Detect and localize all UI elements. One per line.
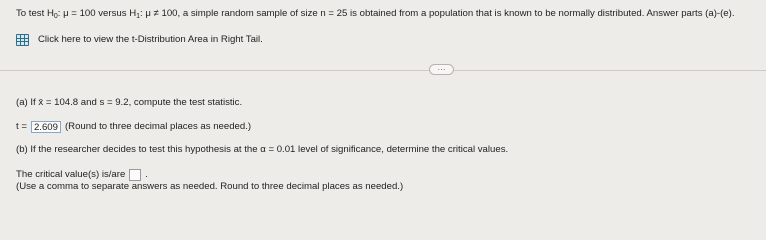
question-intro (16, 8, 735, 20)
null-hypothesis: $H_0$: μ = 100 (46, 8, 96, 20)
test-statistic-answer[interactable]: 2.609 (31, 121, 61, 133)
critical-values-note: (Use a comma to separate answers as needed. Round to three decimal places as needed.) (16, 181, 404, 192)
table-icon[interactable] (16, 34, 29, 46)
critical-values-input[interactable] (129, 169, 141, 181)
t-distribution-tool[interactable] (16, 34, 263, 46)
part-b-question: (b) If the researcher decides to test this hypothesis at the α = 0.01 level of significance, determine the critical values. (16, 144, 509, 155)
critical-values-label: The critical value(s) is/are (16, 169, 126, 180)
versus-text: versus (95, 8, 130, 19)
critical-values-punctuation: . (145, 169, 148, 180)
critical-values-row (16, 169, 148, 181)
sample-standard-deviation: s = 9.2 (99, 97, 129, 108)
rounding-note: (Round to three decimal places as needed.) (64, 121, 252, 132)
alternative-hypothesis: $H_1$: μ ≠ 100 (129, 8, 178, 20)
part-a-question: (a) If x̄ = 104.8 and s = 9.2, compute the test statistic. (16, 97, 243, 108)
test-statistic-label: t = (16, 121, 27, 132)
sample-mean: x̄ = 104.8 (38, 97, 79, 108)
part-a-answer-row (16, 121, 251, 133)
sample-size: n = 25 (320, 8, 348, 19)
intro-suffix: is obtained from a population that is known to be normally distributed. Answer parts (a)-(e). (347, 8, 735, 19)
intro-prefix: To test (16, 8, 47, 19)
significance-level: α = 0.01 (260, 144, 296, 155)
expand-button[interactable]: ··· (429, 64, 454, 75)
t-distribution-link[interactable]: Click here to view the t-Distribution Area in Right Tail. (38, 34, 263, 45)
intro-middle: , a simple random sample of size (177, 8, 321, 19)
section-divider (0, 70, 766, 71)
